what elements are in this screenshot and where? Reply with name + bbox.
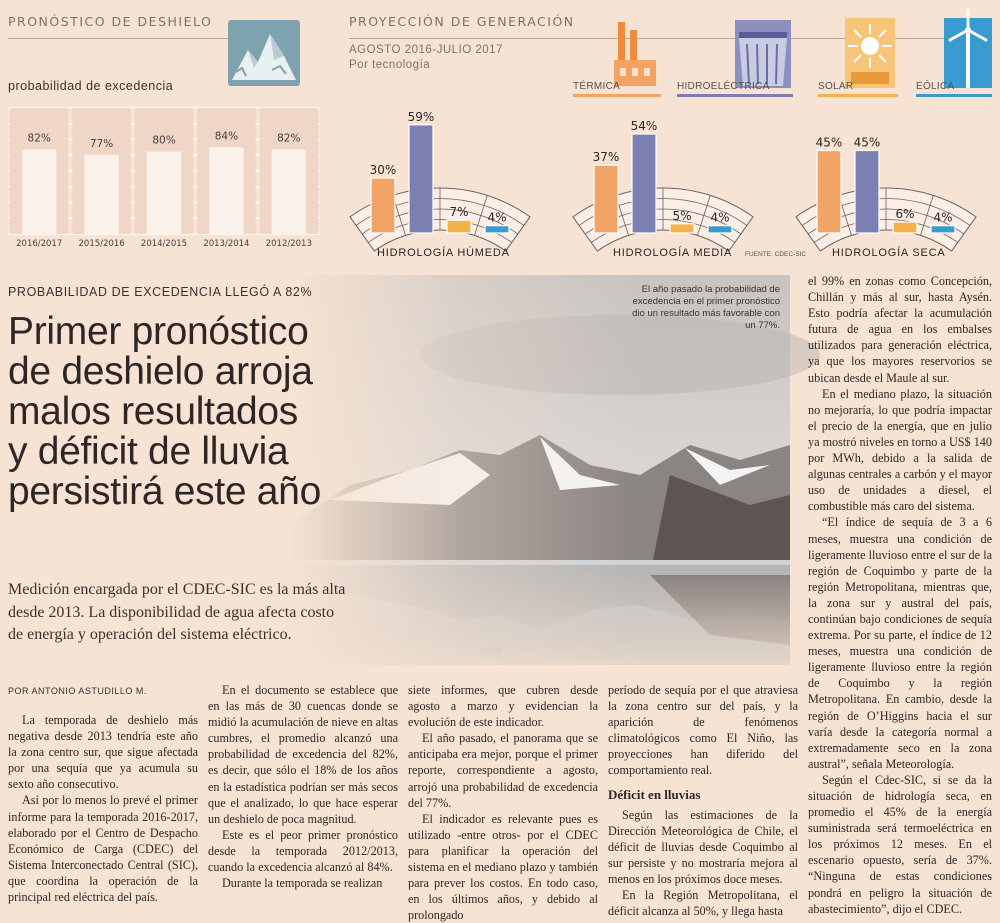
deshielo-bar-label: 77%: [89, 137, 114, 150]
scenario-bar-label: 45%: [815, 135, 843, 150]
scenario-fan-0: [350, 110, 530, 251]
scenario-bar-label: 4%: [933, 210, 953, 225]
scenario-bar-label: 6%: [895, 207, 915, 221]
mountain-snow-icon: [228, 20, 300, 86]
deshielo-bar: [272, 149, 306, 234]
scenario-bar: [447, 220, 471, 233]
andes-reservoir-photo: [290, 275, 790, 665]
tech-label-solar: SOLAR: [818, 81, 854, 92]
deshielo-season-label: 2013/2014: [203, 239, 250, 249]
scenario-bar: [855, 151, 879, 234]
deshielo-season-label: 2016/2017: [16, 239, 63, 249]
article-headline: Primer pronóstico de deshielo arroja malos resultados y déficit de lluvia persistirá este año: [8, 310, 321, 513]
scenario-bar: [632, 134, 656, 233]
scenario-bar: [708, 226, 732, 233]
scenario-bar: [817, 151, 841, 234]
tech-line-hidroelectrica: [677, 94, 793, 97]
thermal-plant-icon: [612, 18, 658, 88]
scenario-bar-label: 4%: [487, 210, 507, 225]
scenario-bar-label: 45%: [853, 135, 881, 150]
article-column-1: La temporada de deshielo más negativa desde 2013 tendría este año la zona centro sur, que sigue afectada por una sequía que ya acumula su sexto año consecutivo. Así por lo menos lo prevé el primer informe para la temporada 2016-2017, elaborado por el Centro de Despacho Económico de Carga (CDEC) del Sistema Interconectado Central (SIC), que coordina la operación de la principal red eléctrica del país.: [8, 713, 198, 905]
tech-line-solar: [818, 94, 898, 97]
scenario-bar-label: 30%: [369, 163, 397, 177]
scenario-bar-label: 5%: [672, 208, 692, 223]
generacion-section-title: PROYECCIÓN DE GENERACIÓN: [349, 14, 575, 29]
generacion-by-tech: Por tecnología: [349, 59, 431, 71]
scenario-bar-label: 54%: [630, 119, 658, 133]
generation-scenario-charts: [330, 100, 1000, 265]
deshielo-section-title: PRONÓSTICO DE DESHIELO: [8, 14, 213, 29]
wind-turbine-icon: [944, 8, 992, 88]
deshielo-bar: [84, 155, 118, 234]
scenario-bar: [931, 226, 955, 233]
scenario-bar-label: 7%: [449, 205, 469, 220]
deshielo-bar-label: 82%: [277, 132, 301, 145]
subheading-deficit: Déficit en lluvias: [608, 786, 701, 802]
scenario-title-media: HIDROLOGÍA MEDIA: [613, 247, 733, 259]
chart-source: FUENTE: CDEC-SIC: [745, 251, 807, 258]
deshielo-bar-chart: [8, 106, 320, 248]
scenario-bar-label: 59%: [407, 109, 435, 124]
article-byline: POR ANTONIO ASTUDILLO M.: [8, 686, 147, 696]
tech-label-hidroelectrica: HIDROELÉCTRICA: [677, 81, 770, 92]
article-column-2: En el documento se establece que en las más de 30 cuencas donde se midió la acumulación de nieve en altas cumbres, el promedio alcanzó una probabilidad de excedencia del 82%, es decir, que sólo el 18% de los años en la estadística podrían ser más secos que el analizado, lo que hace esperar un deshielo de poca magnitud. Este es el peor primer pronóstico desde la temporada 2012/2013, cuando la excedencia alcanzó al 84%. Durante la temporada se realizan: [208, 683, 398, 891]
article-column-5: el 99% en zonas como Concepción, Chillán y más al sur, hasta Aysén. Esto podría afectar la acumulación futura de agua en los embalses utilizados para generación eléctrica, ya que los mayores reservorios se ubican desde el Maule al sur. En el mediano plazo, la situación no mejoraría, lo que podría impactar el precio de la energía, que en julio ya mostró niveles en torno a US$ 140 por MWh, debido a la salida de algunas centrales a carbón y el mayor uso de unidades a diesel, el combustible más caro del sistema. “El índice de sequía de 3 a 6 meses, muestra una condición de ligeramente lluvioso entre el sur de la región de Coquimbo y parte de la región Metropolitana, mientras que, la zona sur y austral del país, continúan bajo condiciones de sequía extrema. Por su parte, el índice de 12 meses, muestra una condición de ligeramente lluvioso entre la región de Coquimbo y la región Metropolitana. En cambio, desde la región de O’Higgins hacia el sur varía desde la categoría normal a extremadamente seco en la zona austral”, señala Meteorología. Según el Cdec-SIC, si se da la situación de hidrología seca, en promedio el 45% de la energía suministrada será termoeléctrica en los próximos 12 meses. En el escenario opuesto, sería de 37%. “Ninguna de estas condiciones pondrá en peligro la situación de abastecimiento”, dijo el CDEC.: [808, 274, 992, 916]
scenario-bar-label: 4%: [710, 210, 730, 225]
scenario-bar: [409, 125, 433, 233]
deshielo-bar-label: 80%: [152, 134, 176, 147]
scenario-title-seca: HIDROLOGÍA SECA: [832, 247, 946, 259]
sun-icon: [845, 18, 895, 88]
scenario-fan-1: [573, 119, 753, 251]
article-deck: Medición encargada por el CDEC-SIC es la más alta desde 2013. La disponibilidad de agua afecta costo de energía y operación del sistema eléctrico.: [8, 581, 346, 643]
deshielo-rule: [8, 38, 230, 39]
scenario-bar-label: 37%: [592, 150, 620, 165]
deshielo-bar-label: 84%: [214, 130, 239, 143]
dam-icon: [735, 20, 791, 88]
tech-label-eolica: EÓLICA: [916, 81, 955, 92]
deshielo-season-label: 2014/2015: [140, 239, 188, 249]
deshielo-season-label: 2015/2016: [78, 239, 125, 249]
article-column-3: siete informes, que cubren desde agosto a marzo y evidencian la evolución de este indicador. El año pasado, el panorama que se anticipaba era mejor, porque el primer reporte, correspondiente a agosto, arrojó una probabilidad de excedencia del 77%. El indicador es relevante pues es utilizado -entre otros- por el CDEC para planificar la operación del sistema en el mediano plazo y también para prever los costos. En todo caso, en los últimos años, y debido al prolongado: [408, 683, 598, 923]
deshielo-bar-label: 82%: [27, 132, 51, 145]
article-column-4: período de sequía por el que atraviesa la zona centro sur del país, y la aparición de fenómenos climatológicos como El Niño, las proyecciones han diferido del comportamiento real. Déficit en lluvias Según las estimaciones de la Dirección Meteorológica de Chile, el déficit de lluvias desde Coquimbo al sur persiste y no mostraría mejora al menos en los próximos doce meses. En la Región Metropolitana, el déficit alcanza al 50%, y llega hasta: [608, 683, 798, 919]
generacion-period: AGOSTO 2016-JULIO 2017: [349, 44, 503, 56]
scenario-fan-2: [796, 136, 976, 252]
scenario-bar: [371, 178, 395, 233]
deshielo-subtitle: probabilidad de excedencia: [8, 79, 174, 93]
deshielo-season-label: 2012/2013: [265, 239, 312, 249]
deshielo-bar: [209, 147, 243, 234]
deshielo-bar: [147, 152, 181, 234]
scenario-title-humeda: HIDROLOGÍA HÚMEDA: [377, 247, 510, 259]
scenario-bar: [893, 222, 917, 233]
scenario-bar: [670, 224, 694, 233]
article-kicker: PROBABILIDAD DE EXCEDENCIA LLEGÓ A 82%: [8, 285, 313, 299]
scenario-bar: [485, 226, 509, 233]
photo-caption: El año pasado la probabilidad de excedencia en el primer pronóstico dio un resultado más favorable con un 77%.: [632, 284, 780, 331]
tech-line-eolica: [916, 94, 992, 97]
scenario-bar: [594, 165, 618, 233]
tech-line-termica: [573, 94, 661, 97]
deshielo-bar: [22, 149, 56, 234]
tech-label-termica: TÉRMICA: [573, 81, 621, 92]
